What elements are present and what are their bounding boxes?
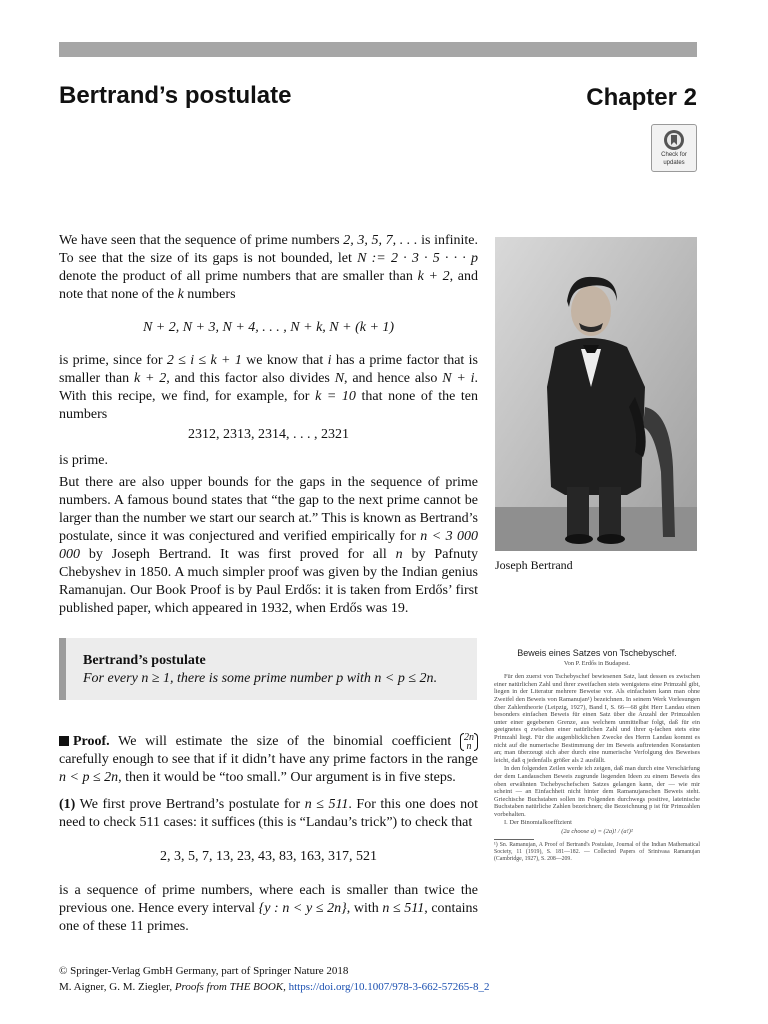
- binom-top: 2n: [464, 732, 474, 743]
- math: n ≥ 1: [141, 671, 170, 686]
- portrait-illustration: [495, 237, 697, 551]
- text: . For this one does not need to check 511 cases: it suffices (this is “Landau’s trick”) to check that: [59, 797, 478, 831]
- scan-body: [494, 673, 700, 827]
- paragraph-4: [59, 474, 478, 618]
- text: with: [343, 671, 375, 686]
- proof-text: [59, 733, 478, 936]
- scan-paragraph-3: I. Der Binomialkoeffizient: [504, 819, 572, 827]
- authors: M. Aigner, G. M. Ziegler,: [59, 981, 175, 993]
- binomial-coefficient: [460, 733, 478, 751]
- text: is a sequence of prime numbers, where each is smaller than twice the previous one. Hence every interval: [59, 883, 478, 917]
- math: 2, 3, 5, 7, . . .: [343, 233, 418, 248]
- text: denote the product of all prime numbers that are smaller than: [59, 269, 418, 284]
- scan-paragraph-1: Für den zuerst von Tschebyschef bewiesenen Satz, laut dessen es zwischen einer natürlichen Zahl und ihrer zweifachen stets wenigstens eine Primzahl gibt, liegen in der Literatur mehrere Beweise vor. Als einfachsten kann man ohne Zweifel den Beweis von Ramanujan¹) bezeichnen. In seinem Werk Vorlesungen über Zahlentheorie (Leipzig, 1927), Band I, S. 66—68 gibt Herr Landau einen besonders einfachen Beweis für einen Satz über die Anzahl der Primzahlen unter einer gegebenen Grenze, aus welchem unmittelbar folgt, daß für ein geeignetes q zwischen einer natürlichen Zahl und ihrer q-fachen stets eine Primzahl liegt. Für die augenblicklichen Zwecke des Herrn Landau kommt es nicht auf die numerische Bestimmung der im Beweis auftretenden Konstanten an; man überzeugt sich aber durch eine numerische Verfolgung des Beweises leicht, daß q jedenfalls größer als 2 ausfällt.: [494, 673, 700, 764]
- chapter-number: Chapter 2: [586, 84, 697, 111]
- math: p: [336, 671, 344, 686]
- text: that none of the ten numbers: [59, 389, 478, 422]
- text: , contains one of these 11 primes.: [59, 901, 478, 935]
- theorem-box: [59, 638, 477, 700]
- math: k + 2: [417, 269, 450, 284]
- math: n ≤ 511: [382, 901, 425, 917]
- text: has a prime factor that is smaller than: [59, 353, 478, 386]
- paper-scan: [494, 650, 700, 863]
- math: n ≤ 511: [304, 797, 349, 813]
- text: We first prove Bertrand’s postulate for: [75, 797, 305, 813]
- math: k = 10: [315, 389, 356, 404]
- text: , and note that none of the: [59, 269, 479, 302]
- text: , there is some prime number: [170, 671, 337, 686]
- step-number: (1): [59, 797, 76, 813]
- paragraph-3: is prime.: [59, 453, 108, 468]
- text: numbers: [183, 287, 236, 302]
- bookmark-icon: [663, 129, 685, 151]
- chapter-title: Bertrand’s postulate: [59, 82, 292, 109]
- theorem-statement: [83, 670, 477, 688]
- text: carefully enough to see that if it didn’t have any prime factors in the range: [59, 752, 478, 768]
- page-footer: [59, 963, 489, 995]
- scan-footnote: ¹) Sn. Ramanujan, A Proof of Bertrand's Postulate, Journal of the Indian Mathematical Society, 11 (1919), S. 181—182. — Collected Papers of Srinivasa Ramanujan (Cambridge, 1927), S. 208—209.: [494, 841, 700, 862]
- math: n < p ≤ 2n: [59, 770, 119, 786]
- badge-label-line1: Check for: [661, 152, 687, 158]
- scan-formula: (2a choose a) = (2a)! / (a!)²: [561, 828, 633, 836]
- copyright-line: © Springer-Verlag GmbH Germany, part of Springer Nature 2018: [59, 965, 349, 977]
- text: , and hence also: [344, 371, 443, 386]
- display-equation-3: 2, 3, 5, 7, 13, 23, 43, 83, 163, 317, 521: [160, 849, 377, 865]
- math: i: [327, 353, 332, 368]
- proof-square-icon: [59, 736, 69, 746]
- text: , then it would be “too small.” Our argument is in five steps.: [118, 770, 456, 786]
- text: by Pafnuty Chebyshev in 1850. A much simpler proof was given by the Indian genius Ramanujan. Our Book Proof is by Paul Erdős: it is taken from Erdős’ first published paper, which appeared in 1932, when Erdős was 19.: [59, 547, 478, 616]
- text: is infinite. To see that the size of its gaps is not bounded, let: [59, 233, 479, 266]
- scan-footnote-rule: [494, 839, 534, 840]
- text: We will estimate the size of the binomial coefficient: [109, 734, 460, 750]
- display-equation-2: 2312, 2313, 2314, . . . , 2321: [188, 427, 349, 442]
- math: n: [395, 547, 403, 562]
- theorem-title: Bertrand’s postulate: [83, 653, 206, 668]
- display-equation-1: N + 2, N + 3, N + 4, . . . , N + k, N + (k + 1): [142, 320, 395, 335]
- math: N + i: [442, 371, 475, 386]
- badge-label-line2: updates: [663, 160, 685, 166]
- text: we know that: [241, 353, 328, 368]
- text: , with: [346, 901, 383, 917]
- math: k: [177, 287, 184, 302]
- text: by Joseph Bertrand. It was first proved for all: [80, 547, 396, 562]
- text: . With this recipe, we find, for example, for: [59, 371, 478, 404]
- math: 2 ≤ i ≤ k + 1: [166, 353, 242, 368]
- text: But there are also upper bounds for the gaps in the sequence of prime numbers. A famous bound states that “the gap to the next prime cannot be larger than the number we start our search at.” This is known as Bertrand’s postulate, since it was conjectured and verified empirically for: [59, 475, 478, 544]
- proof-paragraph-2: [59, 882, 478, 936]
- binom-bottom: n: [466, 741, 472, 752]
- scan-title: Beweis eines Satzes von Tschebyschef.: [517, 648, 677, 658]
- math: n < 3 000 000: [59, 529, 478, 562]
- paragraph-2: [59, 352, 478, 424]
- paragraph-1: [59, 232, 478, 304]
- text: , and this factor also divides: [166, 371, 335, 386]
- photo-caption: Joseph Bertrand: [495, 558, 573, 572]
- scan-paragraph-2: In den folgenden Zeilen werde ich zeigen, daß man durch eine Verschärfung der dem Landauschen Beweis zugrunde liegenden Ideen zu einem Beweis des oben erwähnten Tschebyschefschen Satzes gelangen kann, der — wie mir scheint — an Einfachheit nicht hinter dem Ramanujanschen Beweis steht. Griechische Buchstaben sollen im Folgenden durchwegs positive, lateinische Buchstaben natürliche Zahlen bezeichnen; die Bezeichnung p ist für Primzahlen vorbehalten.: [494, 765, 700, 818]
- math: N := 2 · 3 · 5 · · · p: [357, 251, 478, 266]
- text: is prime, since for: [59, 353, 167, 368]
- text: .: [433, 671, 438, 686]
- text: We have seen that the sequence of prime numbers: [59, 233, 344, 248]
- citation-line: [59, 979, 489, 995]
- text: For every: [83, 671, 142, 686]
- proof-step-1: [59, 796, 478, 832]
- portrait-photo: [495, 237, 697, 551]
- math: n < p ≤ 2n: [374, 671, 434, 686]
- separator: ,: [283, 981, 289, 993]
- book-title: Proofs from THE BOOK: [174, 981, 284, 993]
- intro-text: [59, 232, 478, 618]
- proof-paragraph-1: [59, 733, 478, 787]
- scan-author: Von P. Erdős in Budapest.: [563, 659, 631, 667]
- header-rule: [59, 42, 697, 57]
- proof-label: Proof.: [73, 734, 110, 750]
- math: k + 2: [133, 371, 167, 386]
- doi-link[interactable]: https://doi.org/10.1007/978-3-662-57265-8_2: [288, 981, 490, 993]
- math: N: [334, 371, 345, 386]
- check-for-updates-badge[interactable]: [651, 124, 697, 172]
- math: {y : n < y ≤ 2n}: [258, 901, 347, 917]
